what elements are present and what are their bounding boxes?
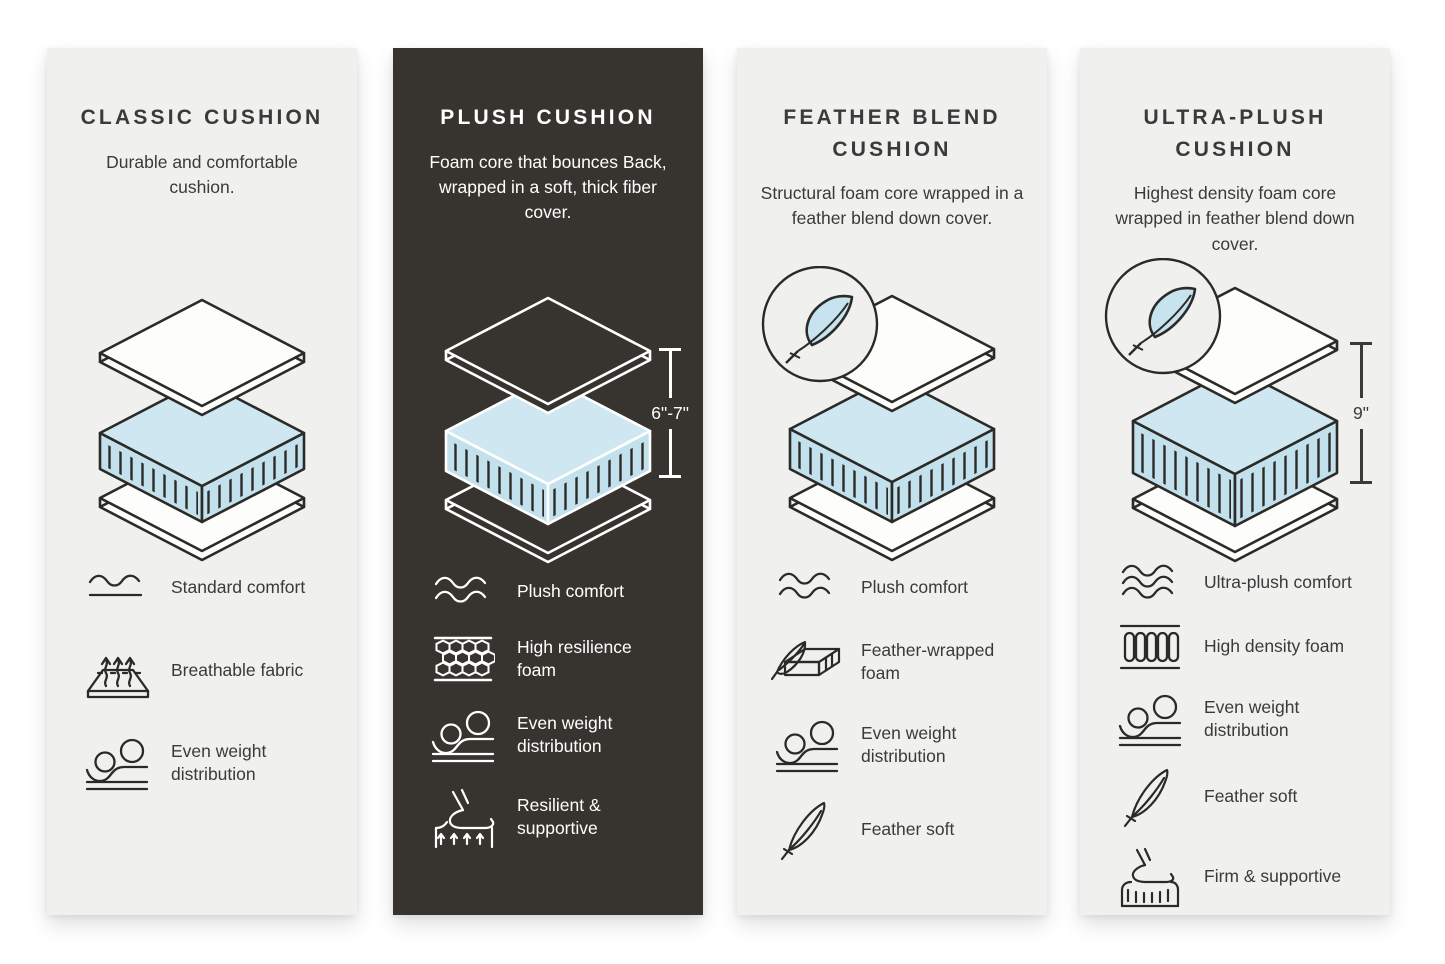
feather-badge	[1106, 259, 1220, 373]
feature-label: High density foam	[1204, 636, 1345, 657]
height-dimension	[651, 348, 689, 478]
dimension-line	[669, 351, 672, 398]
feature-label: Even weight distribution	[861, 722, 957, 766]
honeycomb-icon	[427, 634, 499, 684]
panel-ultra-plush-cushion	[1080, 48, 1390, 915]
breathable-fabric-icon	[81, 640, 153, 702]
panel-title: FEATHER BLEND CUSHION	[783, 106, 1001, 161]
dimension-line	[669, 429, 672, 476]
feature-high-density-foam	[1114, 621, 1378, 673]
feature-label: Feather-wrapped foam	[861, 639, 995, 683]
wave-icon	[81, 568, 153, 608]
dimension-cap	[1350, 481, 1372, 484]
panel-classic-cushion	[47, 48, 357, 915]
dimension-label: 9"	[1353, 402, 1369, 423]
feature-label: Ultra-plush comfort	[1204, 572, 1352, 593]
feather-badge	[763, 267, 877, 381]
cushion-layers-diagram	[47, 296, 357, 564]
feature-label: Even weight distribution	[517, 712, 613, 756]
panel-description: Foam core that bounces Back, wrapped in a soft, thick fiber cover.	[429, 151, 667, 223]
feature-label: Feather soft	[861, 819, 955, 840]
even-weight-icon	[81, 734, 153, 792]
triple-wave-icon	[1114, 562, 1186, 604]
feature-label: Even weight distribution	[1204, 696, 1300, 740]
feature-breathable-fabric	[81, 640, 345, 702]
feature-list	[393, 572, 703, 848]
feature-label: Plush comfort	[861, 577, 968, 598]
feature-standard-comfort	[81, 568, 345, 608]
feather-icon	[1114, 765, 1186, 829]
feature-label: Resilient & supportive	[517, 794, 601, 838]
feature-ultra-plush-comfort	[1114, 562, 1378, 604]
feature-feather-soft	[771, 798, 1035, 862]
feather-wrapped-foam-icon	[771, 632, 843, 692]
panel-description: Structural foam core wrapped in a feather blend down cover.	[760, 183, 1024, 229]
high-density-foam-icon	[1114, 621, 1186, 673]
double-wave-icon	[771, 568, 843, 608]
panel-description: Durable and comfortable cushion.	[106, 151, 298, 197]
dimension-line	[1360, 429, 1363, 482]
feature-label: Breathable fabric	[171, 660, 304, 681]
feature-list	[737, 568, 1047, 862]
feature-resilient-supportive	[427, 786, 691, 848]
feature-label: Standard comfort	[171, 577, 306, 598]
feature-label: Firm & supportive	[1204, 866, 1342, 887]
panel-plush-cushion	[393, 48, 703, 915]
panel-title: ULTRA-PLUSH CUSHION	[1143, 106, 1327, 161]
double-wave-icon	[427, 572, 499, 612]
panel-title: CLASSIC CUSHION	[80, 106, 324, 129]
panel-feather-blend-cushion	[737, 48, 1047, 915]
feature-high-resilience-foam	[427, 634, 691, 684]
feature-firm-supportive	[1114, 846, 1378, 908]
feature-label: Even weight distribution	[171, 740, 267, 784]
dimension-cap	[659, 475, 681, 478]
height-dimension	[1350, 342, 1372, 484]
feather-icon	[771, 798, 843, 862]
feature-list	[47, 568, 357, 792]
feature-even-weight	[81, 734, 345, 792]
feature-plush-comfort	[771, 568, 1035, 608]
feature-even-weight	[1114, 690, 1378, 748]
panel-title: PLUSH CUSHION	[440, 106, 656, 129]
cushion-layers-diagram	[737, 266, 1047, 566]
resilient-supportive-icon	[427, 786, 499, 848]
firm-supportive-icon	[1114, 846, 1186, 908]
feature-feather-soft	[1114, 765, 1378, 829]
feature-label: High resilience foam	[517, 636, 632, 680]
cushion-layers-diagram	[1080, 258, 1390, 568]
feature-feather-wrapped-foam	[771, 632, 1035, 692]
panel-description: Highest density foam core wrapped in feather blend down cover.	[1115, 183, 1355, 254]
even-weight-icon	[1114, 690, 1186, 748]
dimension-label: 6"-7"	[651, 402, 689, 423]
even-weight-icon	[771, 716, 843, 774]
feature-label: Feather soft	[1204, 786, 1298, 807]
even-weight-icon	[427, 706, 499, 764]
feature-list	[1080, 562, 1390, 908]
feature-label: Plush comfort	[517, 581, 624, 602]
feature-even-weight	[771, 716, 1035, 774]
dimension-line	[1360, 345, 1363, 398]
feature-even-weight	[427, 706, 691, 764]
feature-plush-comfort	[427, 572, 691, 612]
